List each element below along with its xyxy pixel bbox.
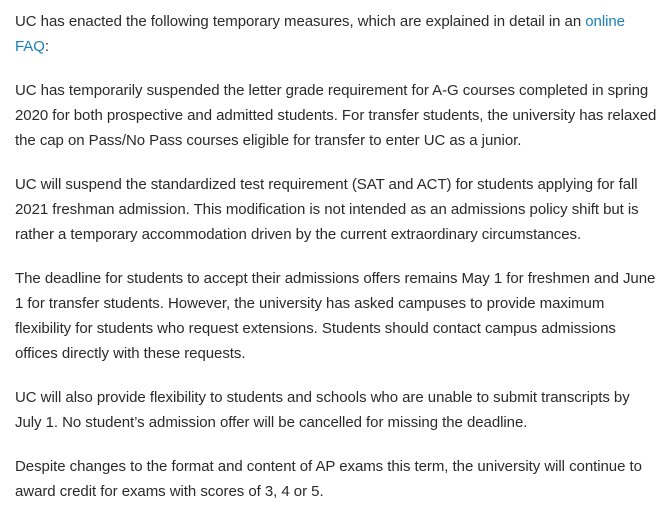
paragraph-test-requirement: UC will suspend the standardized test requirement (SAT and ACT) for students applying for fall 2021 freshman admission. This modification is not intended as an admissions policy shift but is rather a temporary accommodation driven by the current extraordinary circumstances.: [15, 176, 639, 243]
paragraph-deadline: The deadline for students to accept their admissions offers remains May 1 for freshmen and June 1 for transfer students. However, the university has asked campuses to provide maximum flexibility for students who request extensions. Students should contact campus admissions offices directly with these requests.: [15, 270, 656, 362]
intro-paragraph: [15, 9, 660, 59]
intro-colon: :: [44, 38, 49, 55]
paragraph-ap-exams: Despite changes to the format and content of AP exams this term, the university will continue to award credit for exams with scores of 3, 4 or 5.: [15, 458, 642, 500]
paragraph-transcripts: UC will also provide flexibility to students and schools who are unable to submit transcripts by July 1. No student’s admission offer will be cancelled for missing the deadline.: [15, 389, 630, 431]
article-body: [15, 9, 660, 523]
online-faq-link[interactable]: online FAQ: [15, 13, 625, 55]
intro-text: UC has enacted the following temporary measures, which are explained in detail in an: [15, 13, 586, 30]
paragraph-grade-requirement: UC has temporarily suspended the letter grade requirement for A-G courses completed in spring 2020 for both prospective and admitted students. For transfer students, the university has relaxed the cap on Pass/No Pass courses eligible for transfer to enter UC as a junior.: [15, 82, 657, 149]
